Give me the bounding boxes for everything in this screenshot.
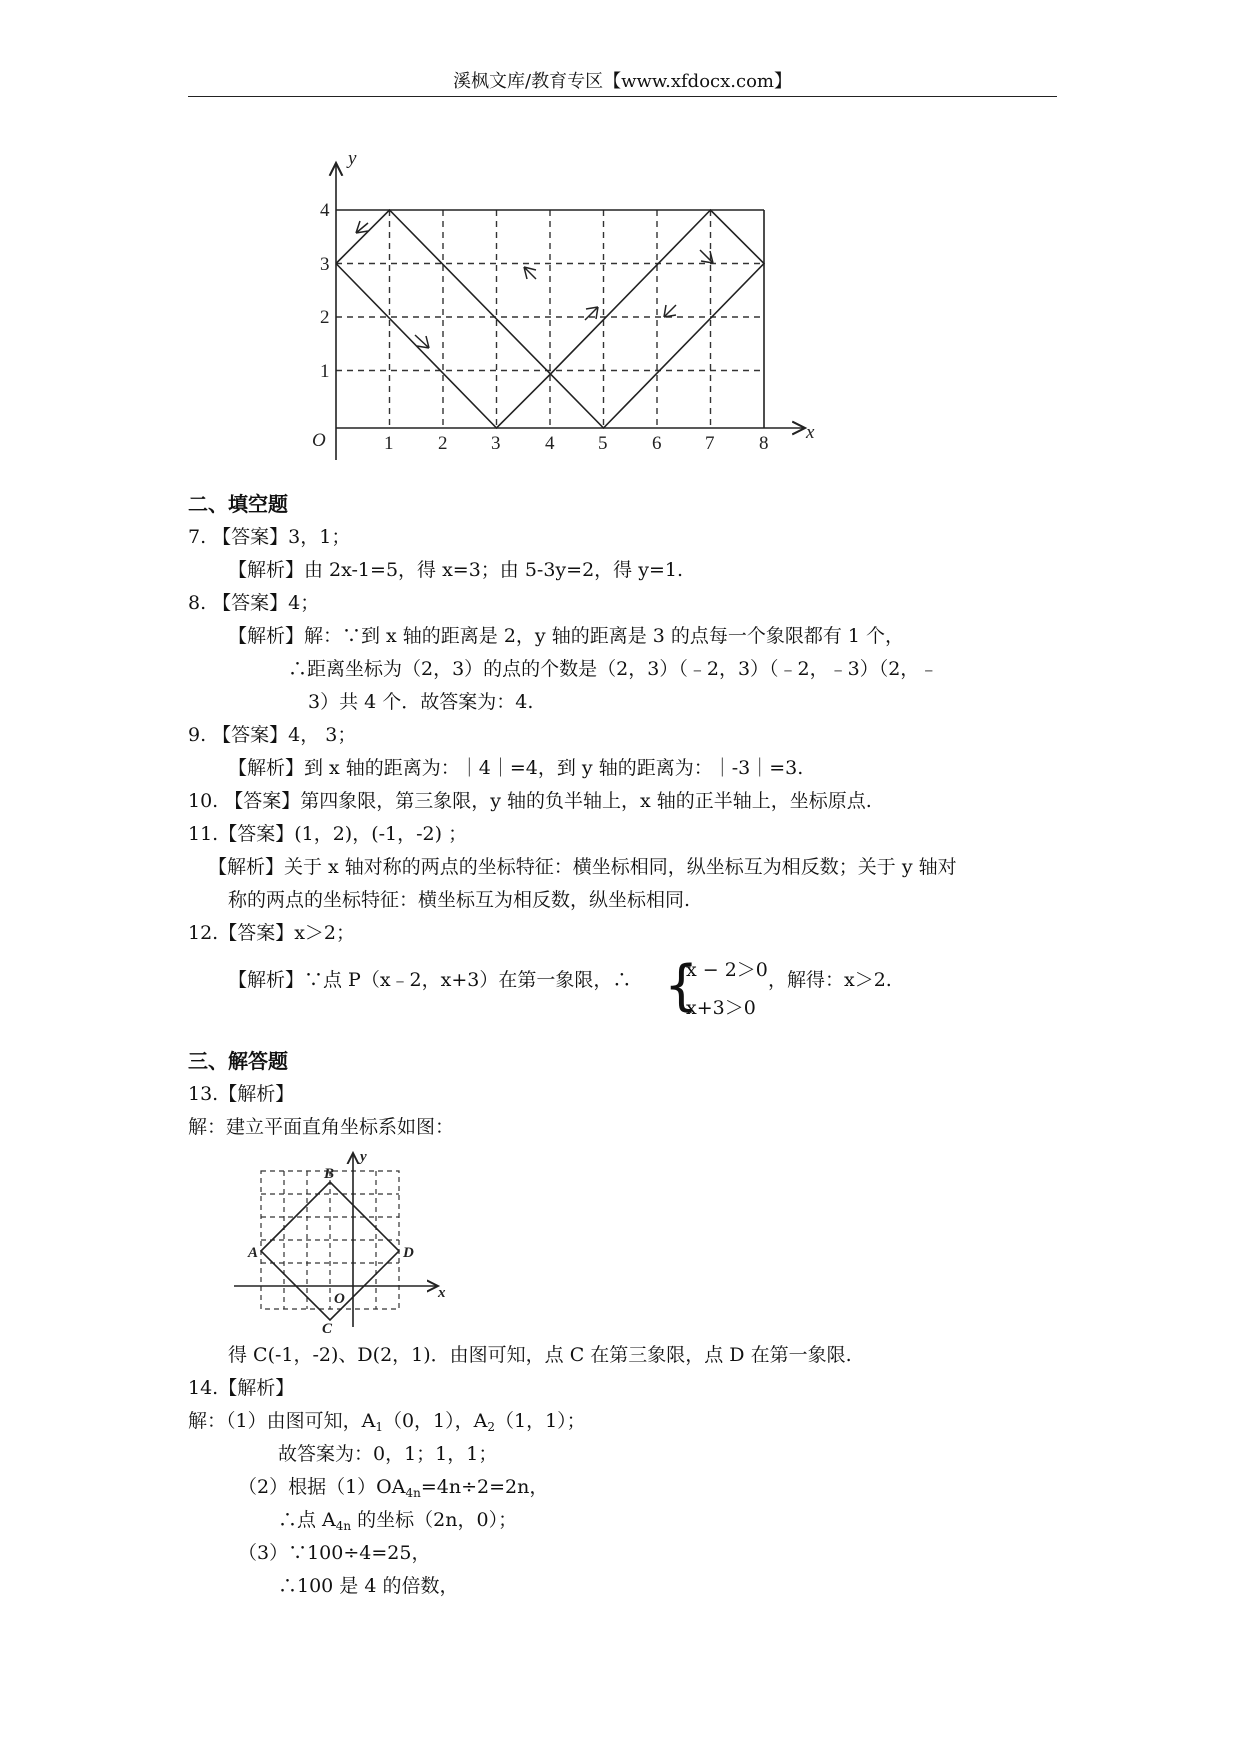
figure-zigzag-grid xyxy=(300,155,830,470)
point-d-label: D xyxy=(403,1245,414,1261)
x-tick: 4 xyxy=(545,433,555,454)
x-tick: 6 xyxy=(652,433,662,454)
bounce-path xyxy=(336,210,764,428)
q14-line1: 解：（1）由图可知，$A_1(0$，1），$A_2(1$，1）； xyxy=(188,1410,586,1434)
y-tick: 1 xyxy=(320,361,330,382)
q12-brace: { xyxy=(664,954,699,1017)
q12-analysis-a: 【解析】∵点 P（x﹣2，x+3）在第一象限，∴ xyxy=(228,969,632,991)
q14-line5: （3）∵100÷4=25， xyxy=(238,1542,431,1564)
x-axis-label: x xyxy=(806,422,815,443)
q8-analysis: 【解析】解：∵到 x 轴的距离是 2，y 轴的距离是 3 的点每一个象限都有 1 个， xyxy=(228,625,905,647)
x-axis-label: x xyxy=(438,1285,446,1301)
q8-line3: 3）共 4 个．故答案为：4. xyxy=(308,691,534,713)
x-tick: 1 xyxy=(384,433,394,454)
page-header: 溪枫文库/教育专区【www.xfdocx.com】 xyxy=(453,71,792,92)
q12-inequality-1: x − 2＞0 xyxy=(686,959,768,981)
y-axis-label: y xyxy=(348,155,357,169)
origin-label: O xyxy=(312,430,326,451)
q9-answer: 9. 【答案】4， 3； xyxy=(188,724,357,746)
point-c-label: C xyxy=(322,1321,333,1335)
header-rule xyxy=(188,96,1057,97)
x-tick: 8 xyxy=(759,433,769,454)
y-axis-label: y xyxy=(360,1149,367,1165)
q12-answer: 12.【答案】x＞2； xyxy=(188,922,356,944)
q14-line6: ∴100 是 4 的倍数， xyxy=(278,1575,459,1597)
x-tick: 7 xyxy=(705,433,715,454)
grid-lines xyxy=(261,1171,399,1309)
q13-result: 得 C(-1，-2)、D(2，1)．由图可知，点 C 在第三象限，点 D 在第一象限. xyxy=(228,1344,852,1366)
q14-line2: 故答案为：0，1；1，1； xyxy=(278,1443,498,1465)
q10-answer: 10. 【答案】第四象限，第三象限，y 轴的负半轴上，x 轴的正半轴上，坐标原点. xyxy=(188,790,872,812)
figure-square-grid xyxy=(228,1145,453,1335)
x-tick: 2 xyxy=(438,433,448,454)
origin-label: O xyxy=(334,1291,345,1307)
q14-line4: ∴点 $A_{4n}$ 的坐标（2n，0）； xyxy=(278,1509,518,1533)
q14-label: 14.【解析】 xyxy=(188,1377,295,1399)
point-b-label: B xyxy=(324,1166,335,1182)
q11-line2: 称的两点的坐标特征：横坐标互为相反数，纵坐标相同. xyxy=(228,889,691,911)
q8-line2: ∴距离坐标为（2，3）的点的个数是（2，3）（﹣2，3）（﹣2，﹣3）（2，﹣ xyxy=(288,658,939,680)
q11-analysis: 【解析】关于 x 轴对称的两点的坐标特征：横坐标相同，纵坐标互为相反数；关于 y 轴对 xyxy=(208,856,957,878)
q14-line3: （2）根据$(1)OA_{4n}=4n\div 2=2n$， xyxy=(238,1476,549,1500)
direction-arrows xyxy=(356,221,713,348)
q12-inequality-2: x+3＞0 xyxy=(686,997,756,1019)
x-tick: 3 xyxy=(491,433,501,454)
y-tick: 4 xyxy=(320,200,330,221)
q13-line1: 解：建立平面直角坐标系如图： xyxy=(188,1116,455,1138)
q13-label: 13.【解析】 xyxy=(188,1083,295,1105)
y-tick: 2 xyxy=(320,307,330,328)
y-tick: 3 xyxy=(320,254,330,275)
x-tick: 5 xyxy=(598,433,608,454)
q7-analysis: 【解析】由 2x-1=5，得 x=3；由 5-3y=2，得 y=1. xyxy=(228,559,683,581)
frame xyxy=(336,210,764,428)
point-a-label: A xyxy=(248,1245,259,1261)
q11-answer: 11.【答案】(1，2)，(-1，-2) ； xyxy=(188,823,468,845)
section-2-title: 二、填空题 xyxy=(188,492,288,516)
q12-analysis-b: ，解得：x＞2. xyxy=(768,969,892,991)
section-3-title: 三、解答题 xyxy=(188,1049,288,1073)
q8-answer: 8. 【答案】4； xyxy=(188,592,320,614)
q7-answer: 7. 【答案】3，1； xyxy=(188,526,351,548)
q9-analysis: 【解析】到 x 轴的距离为：｜4｜=4，到 y 轴的距离为：｜-3｜=3. xyxy=(228,757,804,779)
grid-lines xyxy=(336,210,764,428)
